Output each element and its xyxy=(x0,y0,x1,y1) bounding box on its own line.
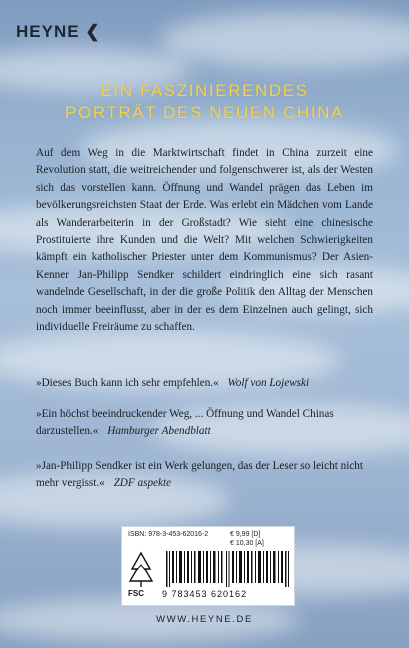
price-austria: € 10,30 [A] xyxy=(230,540,264,547)
headline-line-1: EIN FASZINIERENDES xyxy=(100,81,309,100)
publisher-chevron-icon: ❮ xyxy=(85,22,101,41)
publisher-name: HEYNE xyxy=(16,22,80,41)
quote-text: »Jan-Philipp Sendker ist ein Werk gelungen, das der Leser so leicht nicht mehr vergisst.« xyxy=(36,460,363,490)
barcode-number: 9 783453 620162 xyxy=(162,589,248,599)
review-quote xyxy=(36,375,373,392)
review-quote xyxy=(36,458,373,493)
review-quote xyxy=(36,406,373,441)
headline-line-2: PORTRÄT DES NEUEN CHINA xyxy=(65,103,344,122)
quote-source: Hamburger Abendblatt xyxy=(107,425,211,438)
fsc-label: FSC xyxy=(128,589,144,598)
headline xyxy=(0,80,409,124)
publisher-logo xyxy=(16,22,101,42)
price-germany: € 9,99 [D] xyxy=(230,531,261,538)
book-blurb: Auf dem Weg in die Marktwirtschaft findet in China zurzeit eine Revolution statt, die weitreichender und folgenschwerer ist, als der Westen sich das vorstellen kann. Öffnung und Wandel prägen das Leben im bevölkerungsreichsten Staat der Erde. Was erlebt ein Mädchen vom Lande als Wanderarbeiterin in der Großstadt? Wie sieht eine chinesische Prostituierte ihre Kunden und die Welt? Mit welchen Schwierigkeiten kämpft ein katholischer Priester unter dem Kommunismus? Der Asien-Kenner Jan-Philipp Sendker schildert eindringlich eine sich rasant wandelnde Gesellschaft, in der die große Politik den Alltag der Menschen noch immer beeinflusst, aber in der es dem Einzelnen auch gelingt, sich individuelle Freiräume zu schaffen. xyxy=(36,147,373,334)
quote-source: ZDF aspekte xyxy=(113,477,172,490)
publisher-website: WWW.HEYNE.DE xyxy=(156,614,253,625)
quote-text: »Ein höchst beeindruckender Weg, ... Öffnung und Wandel Chinas darzustellen.« xyxy=(36,408,334,438)
quote-text: »Dieses Buch kann ich sehr empfehlen.« xyxy=(36,377,219,389)
quote-source: Wolf von Lojewski xyxy=(227,377,310,389)
barcode-icon xyxy=(166,551,290,587)
isbn-number: ISBN: 978-3-453-62016-2 xyxy=(128,531,209,538)
barcode-label xyxy=(121,526,295,606)
